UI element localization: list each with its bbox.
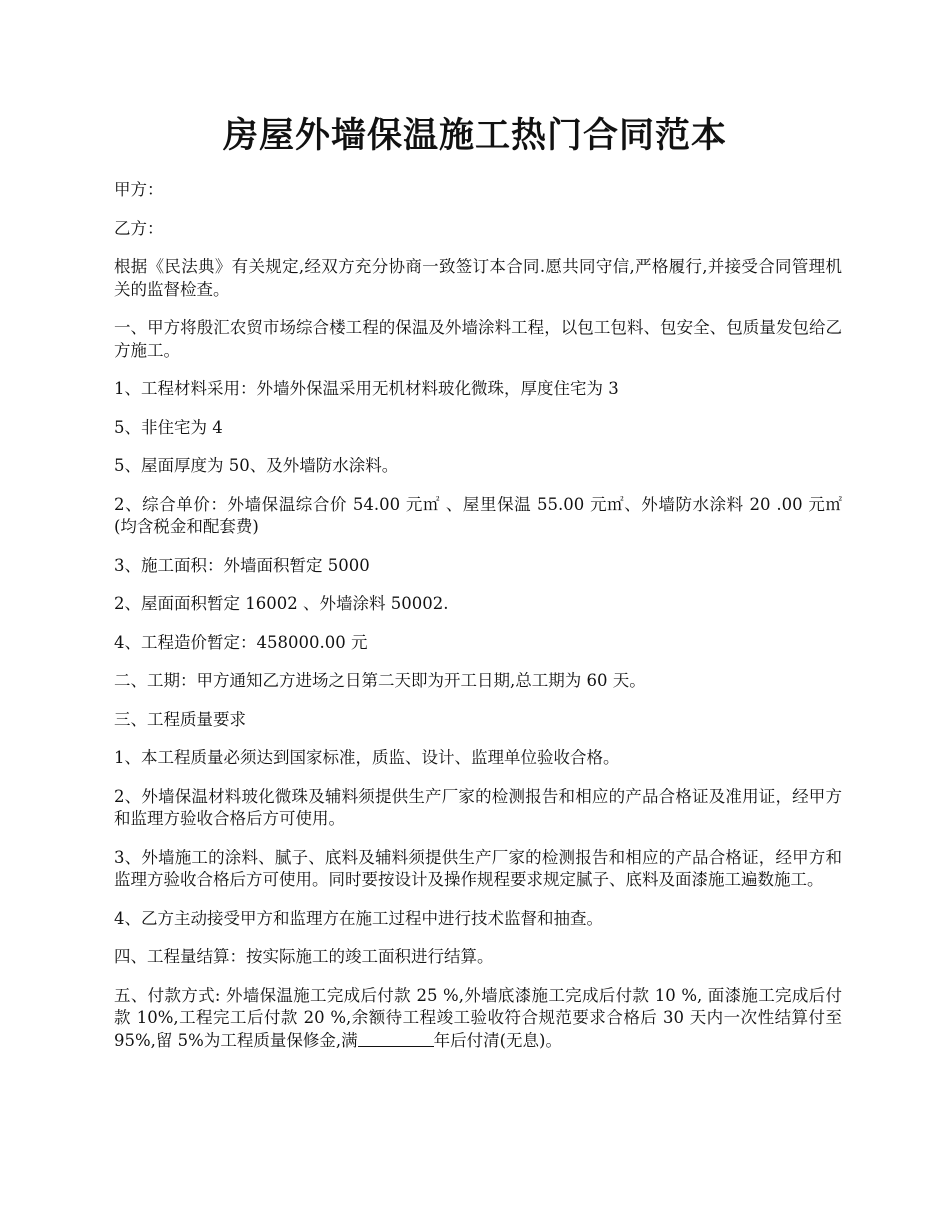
clause-roof-thickness: 5、屋面厚度为 50、及外墙防水涂料。 xyxy=(114,456,399,475)
clause-roof-area: 2、屋面面积暂定 16002 、外墙涂料 50002. xyxy=(114,594,449,613)
quality-item-2: 2、外墙保温材料玻化微珠及辅料须提供生产厂家的检测报告和相应的产品合格证及准用证，经甲方和监理方验收合格后方可使用。 xyxy=(114,786,842,828)
party-b-line: 乙方： xyxy=(114,218,164,238)
quality-item-4: 4、乙方主动接受甲方和监理方在施工过程中进行技术监督和抽查。 xyxy=(114,908,603,928)
clause-5-payment xyxy=(114,985,842,1053)
payment-text: 五、付款方式: 外墙保温施工完成后付款 25 %,外墙底漆施工完成后付款 10 %, 面漆施工完成后付款 10%,工程完工后付款 20 %,余额待工程竣工验收符合规范要求合格后 30 天内一次性结算付至 95%,留 5%为工程质量保修金,满 xyxy=(114,985,842,1050)
clause-1-scope: 一、甲方将殷汇农贸市场综合楼工程的保温及外墙涂料工程，以包工包料、包安全、包质量发包给乙方施工。 xyxy=(114,318,842,360)
clause-unit-price: 2、综合单价：外墙保温综合价 54.00 元㎡ 、屋里保温 55.00 元㎡、外墙防水涂料 20 .00 元㎡(均含税金和配套费) xyxy=(114,494,842,536)
fill-in-blank xyxy=(358,1030,434,1047)
party-a-line: 甲方： xyxy=(114,180,164,199)
payment-text-end: 年后付清(无息)。 xyxy=(433,1030,562,1050)
clause-2-schedule: 二、工期：甲方通知乙方进场之日第二天即为开工日期,总工期为 60 天。 xyxy=(114,671,646,690)
quality-item-1: 1、本工程质量必须达到国家标准，质监、设计、监理单位验收合格。 xyxy=(114,748,620,767)
clause-non-residential: 5、非住宅为 4 xyxy=(114,417,223,437)
quality-item-3: 3、外墙施工的涂料、腻子、底料及辅料须提供生产厂家的检测报告和相应的产品合格证，经甲方和监理方验收合格后方可使用。同时要按设计及操作规程要求规定腻子、底料及面漆施工遍数施工。 xyxy=(114,847,842,889)
clause-wall-area: 3、施工面积：外墙面积暂定 5000 xyxy=(114,555,370,575)
document-title: 房屋外墙保温施工热门合同范本 xyxy=(222,115,727,156)
clause-material: 1、工程材料采用：外墙外保温采用无机材料玻化微珠，厚度住宅为 3 xyxy=(114,379,619,398)
document-body xyxy=(114,179,842,1068)
clause-total-cost: 4、工程造价暂定：458000.00 元 xyxy=(114,632,368,652)
clause-4-settlement: 四、工程量结算：按实际施工的竣工面积进行结算。 xyxy=(114,947,494,966)
preamble-paragraph: 根据《民法典》有关规定,经双方充分协商一致签订本合同.愿共同守信,严格履行,并接受合同管理机关的监督检查。 xyxy=(114,257,842,299)
clause-3-quality-heading: 三、工程质量要求 xyxy=(114,709,246,729)
